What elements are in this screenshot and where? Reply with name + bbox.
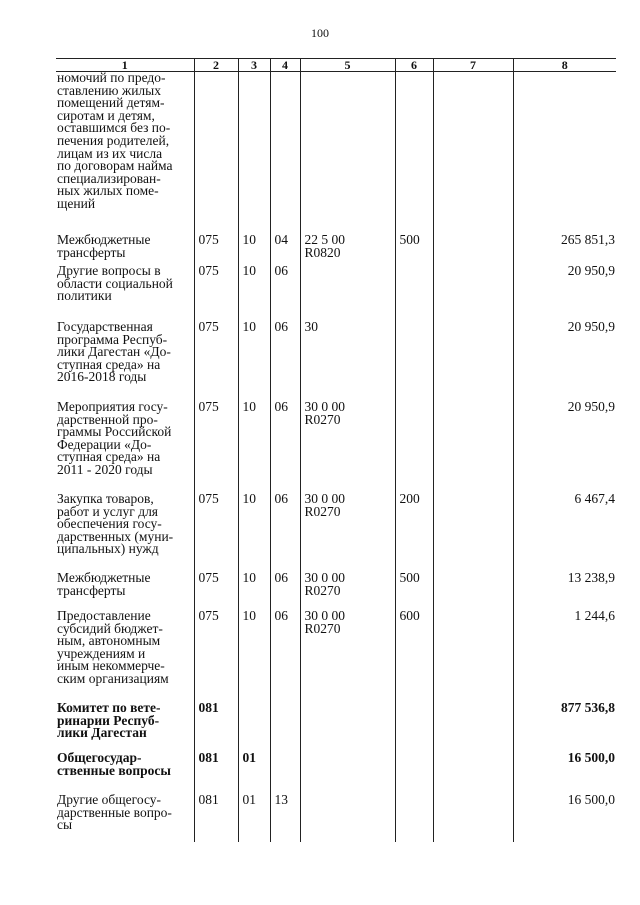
target-article-line: 30 0 00 [304, 399, 345, 414]
target-article-cell [300, 401, 395, 493]
table-row [56, 702, 616, 752]
target-article-cell [300, 493, 395, 572]
item-name-line: дарственные вопро- [57, 804, 172, 820]
table-row [56, 401, 616, 493]
target-article-line: 30 0 00 [304, 570, 345, 585]
department-code-cell: 075 [194, 321, 238, 401]
target-article-line: R0270 [304, 503, 341, 519]
table-row [56, 572, 616, 610]
item-name-line: лики Дагестан [57, 725, 147, 741]
expense-type-cell [395, 265, 433, 321]
section-code-cell: 10 [238, 234, 270, 265]
target-article-line: 22 5 00 [304, 232, 345, 247]
item-name-line: лики Дагестан «До- [57, 344, 171, 360]
department-code-cell: 075 [194, 265, 238, 321]
empty-cell [433, 234, 513, 265]
subsection-code-cell: 04 [270, 234, 300, 265]
item-name-line: сиротам и детям, [57, 107, 155, 123]
item-name-line: по договорам найма [57, 158, 173, 174]
section-code-cell: 10 [238, 572, 270, 610]
target-article-line: R0270 [304, 411, 341, 427]
item-name-line: номочий по предо- [57, 70, 166, 85]
target-article-cell [300, 752, 395, 794]
expense-type-cell: 600 [395, 610, 433, 702]
amount-cell: 6 467,4 [513, 493, 616, 572]
target-article-cell [300, 610, 395, 702]
section-code-cell: 10 [238, 265, 270, 321]
budget-table [56, 58, 616, 842]
amount-cell: 877 536,8 [513, 702, 616, 752]
column-header: 5 [300, 59, 395, 72]
item-name-line: ципальных) нужд [57, 541, 159, 557]
subsection-code-cell [270, 752, 300, 794]
item-name-line: ставлению жилых [57, 82, 161, 98]
item-name-line: сы [57, 817, 73, 833]
item-name-cell [56, 572, 194, 610]
item-name-line: специализирован- [57, 170, 161, 186]
item-name-cell [56, 72, 194, 235]
empty-cell [433, 265, 513, 321]
item-name-cell [56, 794, 194, 842]
item-name-line: трансферты [57, 244, 126, 260]
item-name-cell [56, 610, 194, 702]
column-header: 7 [433, 59, 513, 72]
expense-type-cell [395, 752, 433, 794]
table-row [56, 794, 616, 842]
item-name-line: оставшимся без по- [57, 120, 171, 136]
table-row [56, 493, 616, 572]
item-name-line: Межбюджетные [57, 232, 151, 247]
target-article-line: 30 0 00 [304, 608, 345, 623]
section-code-cell [238, 72, 270, 235]
column-header: 2 [194, 59, 238, 72]
amount-cell: 1 244,6 [513, 610, 616, 702]
expense-type-cell: 500 [395, 234, 433, 265]
amount-cell: 20 950,9 [513, 321, 616, 401]
item-name-line: граммы Российской [57, 424, 172, 440]
item-name-line: дарственной про- [57, 411, 158, 427]
target-article-line: 30 0 00 [304, 491, 345, 506]
department-code-cell: 081 [194, 702, 238, 752]
target-article-line: R0270 [304, 620, 341, 636]
item-name-line: ринарии Респуб- [57, 712, 160, 728]
expense-type-cell: 200 [395, 493, 433, 572]
column-header: 4 [270, 59, 300, 72]
amount-cell: 13 238,9 [513, 572, 616, 610]
item-name-line: иным некоммерче- [57, 658, 165, 674]
item-name-line: ных жилых поме- [57, 183, 159, 199]
item-name-line: щений [57, 195, 96, 211]
subsection-code-cell [270, 72, 300, 235]
subsection-code-cell: 06 [270, 610, 300, 702]
section-code-cell: 01 [238, 752, 270, 794]
item-name-cell [56, 234, 194, 265]
item-name-line: трансферты [57, 582, 126, 598]
section-code-cell [238, 702, 270, 752]
item-name-line: ственные вопросы [57, 762, 171, 778]
section-code-cell: 01 [238, 794, 270, 842]
table-row [56, 610, 616, 702]
item-name-line: Мероприятия госу- [57, 399, 168, 414]
empty-cell [433, 572, 513, 610]
item-name-line: Федерации «До- [57, 436, 152, 452]
item-name-line: лицам из их числа [57, 145, 163, 161]
section-code-cell: 10 [238, 493, 270, 572]
item-name-line: программа Респуб- [57, 331, 168, 347]
department-code-cell [194, 72, 238, 235]
empty-cell [433, 752, 513, 794]
item-name-line: политики [57, 288, 112, 304]
subsection-code-cell: 06 [270, 321, 300, 401]
item-name-cell [56, 702, 194, 752]
item-name-line: субсидий бюджет- [57, 620, 163, 636]
subsection-code-cell: 06 [270, 401, 300, 493]
page-number: 100 [311, 26, 329, 40]
amount-cell: 20 950,9 [513, 401, 616, 493]
target-article-line: R0270 [304, 582, 341, 598]
item-name-line: ным, автономным [57, 633, 161, 649]
target-article-cell [300, 72, 395, 235]
item-name-line: печения родителей, [57, 132, 170, 148]
department-code-cell: 075 [194, 234, 238, 265]
department-code-cell: 081 [194, 794, 238, 842]
amount-cell: 16 500,0 [513, 752, 616, 794]
empty-cell [433, 401, 513, 493]
empty-cell [433, 702, 513, 752]
department-code-cell: 075 [194, 572, 238, 610]
target-article-cell [300, 265, 395, 321]
column-header: 6 [395, 59, 433, 72]
amount-cell: 16 500,0 [513, 794, 616, 842]
item-name-cell [56, 321, 194, 401]
item-name-line: ступная среда» на [57, 356, 161, 372]
item-name-line: Комитет по вете- [57, 700, 161, 715]
table-row [56, 752, 616, 794]
item-name-line: помещений детям- [57, 95, 165, 111]
target-article-cell [300, 234, 395, 265]
subsection-code-cell [270, 702, 300, 752]
table-row [56, 72, 616, 235]
section-code-cell: 10 [238, 610, 270, 702]
column-header: 3 [238, 59, 270, 72]
expense-type-cell [395, 72, 433, 235]
item-name-line: области социальной [57, 275, 173, 291]
empty-cell [433, 321, 513, 401]
item-name-line: учреждениям и [57, 645, 146, 661]
item-name-line: дарственных (муни- [57, 528, 174, 544]
target-article-cell [300, 794, 395, 842]
department-code-cell: 081 [194, 752, 238, 794]
item-name-line: Межбюджетные [57, 570, 151, 585]
item-name-line: ступная среда» на [57, 449, 161, 465]
column-header: 1 [56, 59, 194, 72]
empty-cell [433, 72, 513, 235]
column-header: 8 [513, 59, 616, 72]
empty-cell [433, 794, 513, 842]
expense-type-cell: 500 [395, 572, 433, 610]
item-name-cell [56, 265, 194, 321]
item-name-line: Предоставление [57, 608, 151, 623]
empty-cell [433, 493, 513, 572]
section-code-cell: 10 [238, 321, 270, 401]
subsection-code-cell: 06 [270, 265, 300, 321]
item-name-line: обеспечения госу- [57, 516, 162, 532]
target-article-cell [300, 321, 395, 401]
target-article-line: R0820 [304, 244, 341, 260]
subsection-code-cell: 06 [270, 493, 300, 572]
amount-cell [513, 72, 616, 235]
item-name-cell [56, 401, 194, 493]
item-name-line: Закупка товаров, [57, 491, 154, 506]
table-row [56, 234, 616, 265]
item-name-line: ским организациям [57, 670, 169, 686]
item-name-line: Общегосудар- [57, 750, 142, 765]
table-row [56, 265, 616, 321]
department-code-cell: 075 [194, 610, 238, 702]
amount-cell: 265 851,3 [513, 234, 616, 265]
subsection-code-cell: 13 [270, 794, 300, 842]
target-article-line: 30 [304, 319, 318, 334]
subsection-code-cell: 06 [270, 572, 300, 610]
target-article-cell [300, 572, 395, 610]
expense-type-cell [395, 321, 433, 401]
table-body [56, 72, 616, 843]
department-code-cell: 075 [194, 401, 238, 493]
expense-type-cell [395, 702, 433, 752]
item-name-line: Другие общегосу- [57, 792, 162, 807]
item-name-line: работ и услуг для [57, 503, 159, 519]
expense-type-cell [395, 794, 433, 842]
item-name-cell [56, 752, 194, 794]
item-name-line: 2016-2018 годы [57, 369, 147, 385]
empty-cell [433, 610, 513, 702]
item-name-line: Государственная [57, 319, 153, 334]
item-name-line: 2011 - 2020 годы [57, 461, 153, 477]
target-article-cell [300, 702, 395, 752]
expense-type-cell [395, 401, 433, 493]
section-code-cell: 10 [238, 401, 270, 493]
amount-cell: 20 950,9 [513, 265, 616, 321]
item-name-line: Другие вопросы в [57, 263, 161, 278]
item-name-cell [56, 493, 194, 572]
department-code-cell: 075 [194, 493, 238, 572]
table-row [56, 321, 616, 401]
